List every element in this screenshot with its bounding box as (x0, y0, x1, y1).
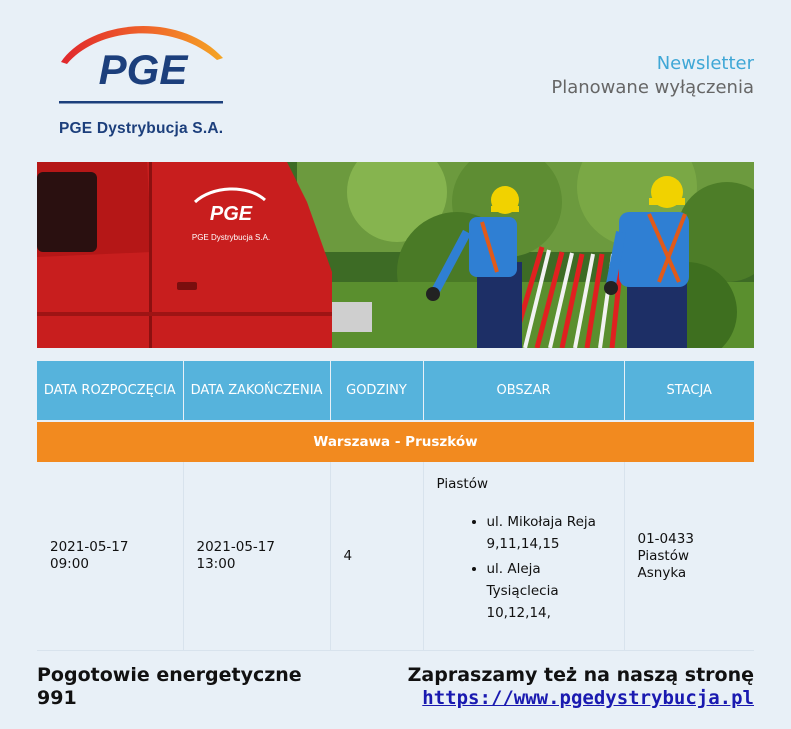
cell-start-date: 2021-05-17 09:00 (37, 462, 183, 651)
street-item: • ul. Aleja Tysiąclecia 10,12,14, (487, 558, 611, 624)
invite-text: Zapraszamy też na naszą stronę (407, 664, 754, 686)
area-title: Piastów (436, 476, 488, 492)
website-invite (408, 664, 754, 710)
newsletter-title: Newsletter (656, 53, 754, 74)
header-hours: GODZINY (330, 361, 423, 421)
cell-end-date: 2021-05-17 13:00 (183, 462, 330, 651)
table-header-row (37, 361, 754, 421)
emergency-number: 991 (37, 687, 77, 709)
region-label: Warszawa - Pruszków (37, 421, 754, 462)
region-row (37, 421, 754, 462)
street-list (437, 511, 611, 624)
newsletter-subtitle: Planowane wyłączenia (551, 77, 754, 98)
cell-station: 01-0433 Piastów Asnyka (624, 462, 754, 651)
outage-table (37, 361, 754, 651)
table-row (37, 462, 754, 651)
header-station: STACJA (624, 361, 754, 421)
header-area: OBSZAR (423, 361, 624, 421)
logo-wordmark: PGE (98, 46, 188, 93)
cell-hours: 4 (330, 462, 423, 651)
newsletter-heading (551, 52, 754, 100)
logo-company-name: PGE Dystrybucja S.A. (59, 120, 224, 137)
street-item: • ul. Mikołaja Reja 9,11,14,15 (487, 511, 611, 555)
pge-logo (59, 14, 229, 137)
truck-logo-wordmark: PGE (209, 203, 253, 225)
header-end-date: DATA ZAKOŃCZENIA (183, 361, 330, 421)
cell-area (423, 462, 624, 651)
website-link[interactable]: https://www.pgedystrybucja.pl (422, 687, 754, 709)
banner-image (37, 162, 754, 348)
header-start-date: DATA ROZPOCZĘCIA (37, 361, 183, 421)
emergency-label: Pogotowie energetyczne (37, 664, 302, 686)
pge-arc-icon (59, 14, 229, 114)
emergency-info (37, 664, 302, 710)
truck-logo-company: PGE Dystrybucja S.A. (191, 233, 271, 242)
